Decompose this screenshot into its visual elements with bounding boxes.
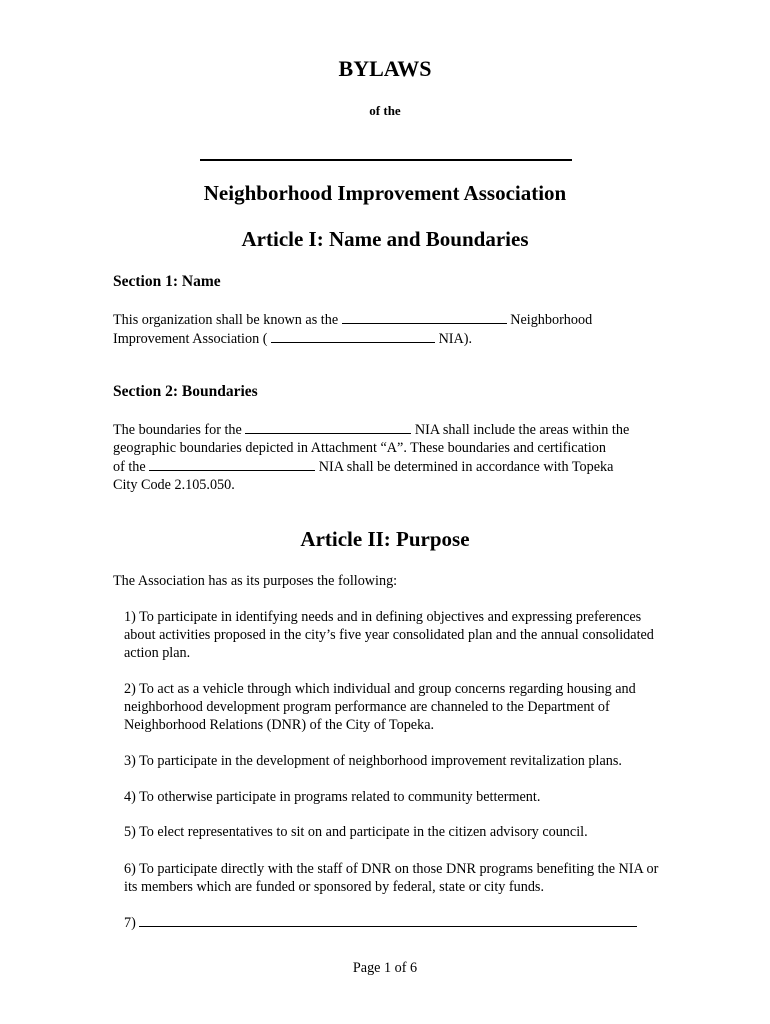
- text-fragment: NIA shall include the areas within the: [411, 422, 630, 438]
- article-1-heading: Article I: Name and Boundaries: [241, 227, 529, 251]
- association-title: Neighborhood Improvement Association: [203, 181, 567, 205]
- document-subtitle: of the: [369, 103, 401, 118]
- fill-in-blank: [342, 310, 507, 324]
- section-1-text: [113, 310, 658, 348]
- page-number: Page 1 of 6: [352, 960, 418, 976]
- section-1-heading: Section 1: Name: [113, 273, 221, 290]
- association-name-blank: [200, 159, 572, 161]
- text-fragment: 7): [124, 915, 140, 931]
- section-2-heading: Section 2: Boundaries: [113, 383, 258, 400]
- fill-in-blank: [139, 913, 637, 927]
- purpose-item-6: 6) To participate directly with the staff of DNR on those DNR programs benefiting the NIA or its members which are funded or sponsored by federal, state or city funds.: [124, 861, 659, 895]
- purpose-item-2: 2) To act as a vehicle through which individual and group concerns regarding housing and neighborhood development program performance are channeled to the Department of Neighborhood Relations (DNR) of the City of Topeka.: [124, 681, 636, 733]
- text-fragment: The boundaries for the: [113, 422, 246, 438]
- text-fragment: NIA shall be determined in accordance with Topeka: [315, 459, 614, 475]
- text-fragment: This organization shall be known as the: [113, 312, 342, 328]
- section-2-text: [113, 420, 658, 494]
- article-2-heading: Article II: Purpose: [300, 527, 470, 551]
- section-1-line-2: [113, 329, 658, 348]
- text-fragment: Improvement Association (: [113, 331, 272, 347]
- section-2-line-1: [113, 420, 658, 439]
- purpose-intro: The Association has as its purposes the following:: [113, 573, 398, 589]
- purpose-item-3: 3) To participate in the development of neighborhood improvement revitalization plans.: [124, 753, 622, 769]
- purpose-item-7: [124, 913, 664, 932]
- section-2-line-2: geographic boundaries depicted in Attachment “A”. These boundaries and certification: [113, 440, 606, 456]
- text-fragment: of the: [113, 459, 150, 475]
- text-fragment: NIA).: [435, 331, 473, 347]
- fill-in-blank: [271, 329, 435, 343]
- purpose-item-5: 5) To elect representatives to sit on and participate in the citizen advisory council.: [124, 824, 588, 840]
- section-2-line-4: City Code 2.105.050.: [113, 477, 235, 493]
- document-title: BYLAWS: [338, 56, 432, 81]
- fill-in-blank: [245, 420, 411, 434]
- purpose-item-1: 1) To participate in identifying needs and in defining objectives and expressing preferences about activities proposed in the city’s five year consolidated plan and the annual consolidated action plan.: [124, 609, 654, 661]
- purpose-item-4: 4) To otherwise participate in programs related to community betterment.: [124, 789, 541, 805]
- section-1-line-1: [113, 310, 658, 329]
- fill-in-blank: [149, 457, 315, 471]
- text-fragment: Neighborhood: [506, 312, 593, 328]
- section-2-line-3: [113, 457, 658, 476]
